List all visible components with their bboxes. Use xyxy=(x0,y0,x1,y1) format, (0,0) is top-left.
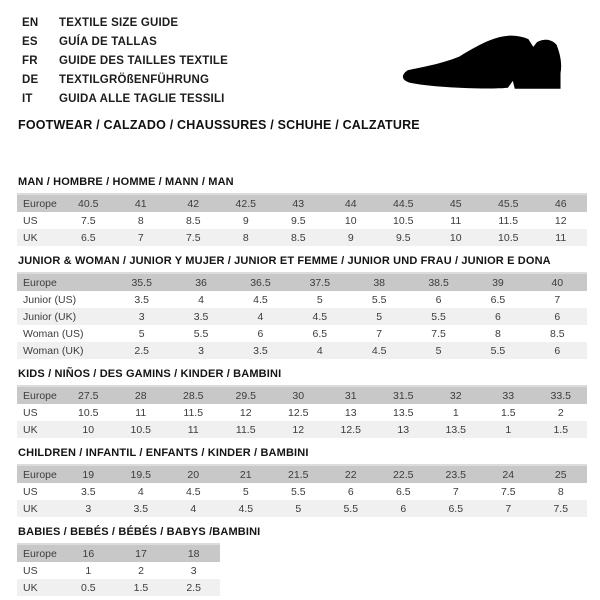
size-cell: 23.5 xyxy=(445,468,466,481)
size-cell: 6.5 xyxy=(448,502,464,515)
size-cell: 7.5 xyxy=(553,502,569,515)
size-table-man xyxy=(17,193,587,246)
size-cell: 10.5 xyxy=(130,423,151,436)
size-cell: 6 xyxy=(347,485,354,498)
size-cell: 4 xyxy=(198,293,204,306)
table-row xyxy=(17,291,587,308)
row-label: UK xyxy=(23,581,38,594)
size-table-section-junior-woman xyxy=(17,255,587,359)
size-cell: 28 xyxy=(134,389,147,402)
size-cell: 1.5 xyxy=(500,406,516,419)
table-row xyxy=(17,562,220,579)
size-cell: 8.5 xyxy=(185,214,201,227)
size-cell: 6 xyxy=(400,502,407,515)
language-code: DE xyxy=(22,73,39,86)
table-row xyxy=(17,194,587,212)
size-table-title: JUNIOR & WOMAN / JUNIOR Y MUJER / JUNIOR ET FEMME / JUNIOR UND FRAU / JUNIOR E DONA xyxy=(18,255,551,267)
size-cell: 5.5 xyxy=(490,344,506,357)
row-label: UK xyxy=(23,231,38,244)
size-cell: 4 xyxy=(316,344,323,357)
guide-header xyxy=(0,0,600,132)
size-cell: 45 xyxy=(449,197,462,210)
size-cell: 21.5 xyxy=(288,468,309,481)
size-cell: 37.5 xyxy=(309,276,331,289)
size-cell: 4 xyxy=(190,502,197,515)
size-cell: 5 xyxy=(316,293,323,306)
table-row xyxy=(17,386,587,404)
size-cell: 33 xyxy=(502,389,515,402)
size-table-children xyxy=(17,464,587,517)
size-table-title: KIDS / NIÑOS / DES GAMINS / KINDER / BAMBINI xyxy=(18,368,282,380)
row-label: Europe xyxy=(23,468,57,481)
size-cell: 10 xyxy=(449,231,462,244)
size-cell: 5.5 xyxy=(431,310,446,323)
row-label: Junior (UK) xyxy=(23,310,77,323)
size-cell: 30 xyxy=(292,389,305,402)
size-cell: 4.5 xyxy=(238,502,254,515)
size-cell: 21 xyxy=(239,468,252,481)
size-cell: 4 xyxy=(257,310,264,323)
size-cell: 11.5 xyxy=(183,406,204,419)
size-table-junior-woman xyxy=(17,272,587,359)
size-cell: 5.5 xyxy=(290,485,306,498)
size-cell: 11 xyxy=(135,406,147,419)
size-cell: 18 xyxy=(187,547,200,560)
size-cell: 33.5 xyxy=(550,389,571,402)
size-cell: 27.5 xyxy=(78,389,99,402)
size-cell: 1 xyxy=(85,564,92,577)
size-cell: 5 xyxy=(138,327,145,340)
size-cell: 44 xyxy=(344,197,357,210)
table-row xyxy=(17,229,587,246)
size-cell: 4 xyxy=(137,485,144,498)
size-cell: 22 xyxy=(344,468,357,481)
size-cell: 12 xyxy=(239,406,252,419)
size-cell: 3.5 xyxy=(253,344,268,357)
size-cell: 7 xyxy=(554,293,561,306)
shoe-icon xyxy=(395,18,580,102)
size-cell: 13.5 xyxy=(445,423,466,436)
table-row xyxy=(17,325,587,342)
size-cell: 6 xyxy=(554,310,561,323)
table-row xyxy=(17,404,587,421)
size-cell: 36 xyxy=(195,276,207,289)
size-cell: 1 xyxy=(452,406,459,419)
size-cell: 3.5 xyxy=(133,502,149,515)
language-label: GUÍA DE TALLAS xyxy=(59,35,157,48)
size-cell: 32 xyxy=(449,389,462,402)
size-cell: 10.5 xyxy=(498,231,519,244)
size-cell: 12.5 xyxy=(288,406,309,419)
size-cell: 8 xyxy=(242,231,249,244)
size-table-section-kids xyxy=(17,368,587,438)
size-cell: 6.5 xyxy=(490,293,506,306)
size-cell: 7.5 xyxy=(431,327,446,340)
size-cell: 3 xyxy=(138,310,145,323)
category-line: FOOTWEAR / CALZADO / CHAUSSURES / SCHUHE / CALZATURE xyxy=(18,118,420,132)
row-label: US xyxy=(23,564,38,577)
size-cell: 10 xyxy=(344,214,357,227)
size-cell: 44.5 xyxy=(393,197,414,210)
row-label: Junior (US) xyxy=(23,293,77,306)
size-cell: 7 xyxy=(137,231,144,244)
row-label: Europe xyxy=(23,389,57,402)
size-cell: 19.5 xyxy=(130,468,151,481)
size-cell: 2 xyxy=(138,564,144,577)
row-label: UK xyxy=(23,423,38,436)
size-cell: 0.5 xyxy=(81,581,96,594)
size-cell: 20 xyxy=(187,468,200,481)
language-label: GUIDE DES TAILLES TEXTILE xyxy=(59,54,228,67)
size-cell: 1.5 xyxy=(553,423,569,436)
size-cell: 2.5 xyxy=(134,344,149,357)
size-cell: 8 xyxy=(495,327,501,340)
size-table-babies xyxy=(17,543,220,596)
size-cell: 5.5 xyxy=(343,502,359,515)
size-cell: 4.5 xyxy=(312,310,328,323)
size-cell: 7 xyxy=(452,485,459,498)
size-table-title: MAN / HOMBRE / HOMME / MANN / MAN xyxy=(18,176,234,188)
size-cell: 12 xyxy=(554,214,567,227)
size-cell: 5 xyxy=(376,310,383,323)
size-table-title: BABIES / BEBÉS / BÉBÉS / BABYS /BAMBINI xyxy=(18,526,261,538)
language-code: FR xyxy=(22,54,38,67)
size-table-title: CHILDREN / INFANTIL / ENFANTS / KINDER / BAMBINI xyxy=(18,447,309,459)
size-cell: 40 xyxy=(551,276,564,289)
size-cell: 11 xyxy=(187,423,199,436)
row-label: US xyxy=(23,406,38,419)
size-cell: 4.5 xyxy=(371,344,387,357)
size-cell: 5.5 xyxy=(193,327,209,340)
row-label: US xyxy=(23,485,38,498)
table-row xyxy=(17,273,587,291)
size-cell: 5.5 xyxy=(371,293,387,306)
size-cell: 28.5 xyxy=(183,389,204,402)
row-label: Europe xyxy=(23,276,57,289)
size-cell: 7.5 xyxy=(185,231,201,244)
size-cell: 6 xyxy=(257,327,264,340)
size-cell: 11.5 xyxy=(498,214,519,227)
size-table-section-babies xyxy=(17,526,587,596)
table-row xyxy=(17,421,587,438)
size-tables xyxy=(0,132,600,596)
size-cell: 7 xyxy=(376,327,383,340)
size-table-section-children xyxy=(17,447,587,517)
size-cell: 13.5 xyxy=(393,406,414,419)
size-cell: 3 xyxy=(85,502,92,515)
size-cell: 4.5 xyxy=(185,485,201,498)
table-row xyxy=(17,212,587,229)
size-cell: 12 xyxy=(292,423,305,436)
size-cell: 42 xyxy=(187,197,200,210)
size-cell: 13 xyxy=(397,423,410,436)
size-cell: 38 xyxy=(373,276,386,289)
table-row xyxy=(17,579,220,596)
size-cell: 3.5 xyxy=(80,485,96,498)
size-cell: 13 xyxy=(344,406,357,419)
size-cell: 2 xyxy=(557,406,564,419)
language-label: TEXTILGRÖßENFÜHRUNG xyxy=(59,73,210,86)
language-code: IT xyxy=(22,92,33,105)
size-cell: 3.5 xyxy=(193,310,209,323)
language-label: TEXTILE SIZE GUIDE xyxy=(59,16,179,29)
size-cell: 11.5 xyxy=(235,423,256,436)
size-cell: 46 xyxy=(554,197,567,210)
size-cell: 6 xyxy=(495,310,501,323)
table-row xyxy=(17,465,587,483)
size-cell: 39 xyxy=(492,276,504,289)
size-cell: 7 xyxy=(505,502,512,515)
size-cell: 29.5 xyxy=(235,389,256,402)
size-cell: 22.5 xyxy=(393,468,414,481)
table-row xyxy=(17,500,587,517)
size-cell: 7.5 xyxy=(80,214,96,227)
size-cell: 9 xyxy=(347,231,354,244)
size-table-section-man xyxy=(17,176,587,246)
size-cell: 31 xyxy=(344,389,357,402)
language-label: GUIDA ALLE TAGLIE TESSILI xyxy=(59,92,225,105)
size-cell: 8.5 xyxy=(290,231,306,244)
size-cell: 19 xyxy=(82,468,95,481)
size-cell: 2.5 xyxy=(186,581,201,594)
language-code: ES xyxy=(22,35,38,48)
size-cell: 41 xyxy=(134,197,147,210)
size-cell: 5 xyxy=(242,485,249,498)
size-cell: 10 xyxy=(82,423,95,436)
row-label: Europe xyxy=(23,547,57,560)
table-row xyxy=(17,483,587,500)
size-cell: 7.5 xyxy=(500,485,516,498)
row-label: Europe xyxy=(23,197,57,210)
size-cell: 6.5 xyxy=(395,485,411,498)
size-cell: 40.5 xyxy=(78,197,99,210)
size-cell: 42.5 xyxy=(235,197,256,210)
size-cell: 3 xyxy=(190,564,197,577)
size-cell: 9.5 xyxy=(395,231,411,244)
size-cell: 6.5 xyxy=(80,231,96,244)
size-cell: 24 xyxy=(502,468,515,481)
size-cell: 9.5 xyxy=(290,214,306,227)
language-code: EN xyxy=(22,16,39,29)
size-cell: 25 xyxy=(554,468,567,481)
size-cell: 11 xyxy=(450,214,462,227)
size-cell: 1 xyxy=(505,423,512,436)
size-cell: 36.5 xyxy=(250,276,271,289)
size-cell: 1.5 xyxy=(133,581,149,594)
size-cell: 10.5 xyxy=(393,214,414,227)
size-table-kids xyxy=(17,385,587,438)
size-cell: 35.5 xyxy=(131,276,152,289)
size-cell: 8 xyxy=(137,214,144,227)
size-cell: 9 xyxy=(242,214,249,227)
size-cell: 5 xyxy=(295,502,302,515)
size-cell: 3 xyxy=(198,344,204,357)
size-cell: 11 xyxy=(555,231,567,244)
size-cell: 31.5 xyxy=(393,389,414,402)
table-row xyxy=(17,342,587,359)
size-cell: 4.5 xyxy=(253,293,268,306)
table-row xyxy=(17,544,220,562)
size-cell: 12.5 xyxy=(340,423,361,436)
size-cell: 10.5 xyxy=(78,406,99,419)
row-label: Woman (UK) xyxy=(23,344,84,357)
size-cell: 6 xyxy=(435,293,442,306)
size-cell: 5 xyxy=(435,344,442,357)
size-cell: 45.5 xyxy=(498,197,519,210)
size-cell: 8 xyxy=(557,485,564,498)
size-cell: 38.5 xyxy=(428,276,449,289)
size-cell: 3.5 xyxy=(134,293,149,306)
size-cell: 8.5 xyxy=(550,327,565,340)
row-label: Woman (US) xyxy=(23,327,84,340)
size-cell: 16 xyxy=(82,547,95,560)
size-cell: 6 xyxy=(554,344,561,357)
table-row xyxy=(17,308,587,325)
row-label: UK xyxy=(23,502,38,515)
size-cell: 6.5 xyxy=(312,327,328,340)
size-cell: 17 xyxy=(135,547,147,560)
size-cell: 43 xyxy=(292,197,305,210)
row-label: US xyxy=(23,214,38,227)
